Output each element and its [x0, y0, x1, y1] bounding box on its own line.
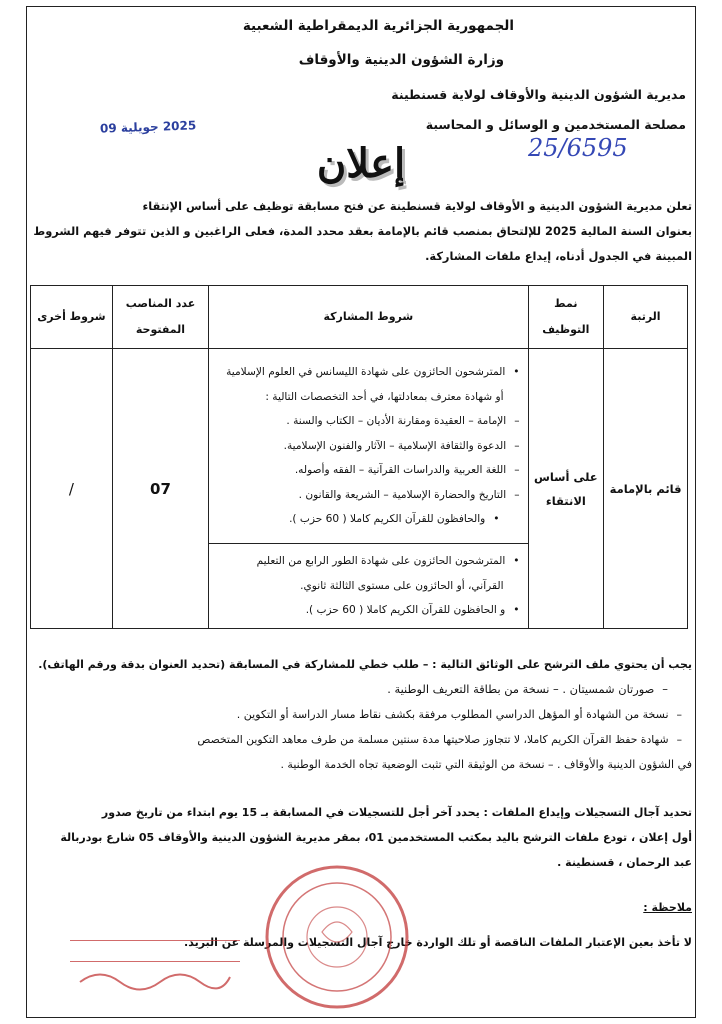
condition-item: – التاريخ والحضارة الإسلامية – الشريعة والقانون .	[215, 483, 519, 508]
note-text: لا تأخذ بعين الإعتبار الملفات الناقصة أو تلك الواردة خارج آجال التسجيلات والمرسلة عن البريد.	[184, 936, 692, 949]
table-row	[31, 349, 688, 544]
official-seal	[262, 862, 412, 1012]
signature-scribble	[70, 962, 240, 996]
rank-cell: قائم بالإمامة	[604, 349, 688, 629]
signature-stamp	[70, 918, 240, 996]
document-item: –شهادة حفظ القرآن الكريم كاملا، لا تتجاوز صلاحيتها مدة سنتين مسلمة من طرف معاهد التكوين المتخصص	[197, 733, 682, 746]
condition-item: – الإمامة – العقيدة ومقارنة الأديان – الكتاب والسنة .	[215, 409, 519, 434]
documents-section	[32, 652, 692, 777]
intro-line: بعنوان السنة المالية 2025 للإلتحاق بمنصب قائم بالإمامة بعقد محدد المدة، فعلى الراغبين و الذين تتوفر فيهم الشروط	[33, 224, 692, 238]
conditions-cell-a	[209, 349, 528, 544]
conditions-table	[30, 285, 688, 629]
col-other-header: شروط أخرى	[31, 286, 113, 349]
deadline-line: أول إعلان ، تودع ملفات الترشح باليد بمكتب المستخدمين 01، بمقر مديرية الشؤون الدينية والأوقاف 05 شارع بودربالة	[60, 831, 692, 844]
condition-item: – اللغة العربية والدراسات القرآنية – الفقه وأصوله.	[215, 458, 519, 483]
condition-item: • المترشحون الحائزون على شهادة الطور الرابع من التعليم	[215, 549, 519, 574]
condition-item: – الدعوة والثقافة الإسلامية – الآثار والفنون الإسلامية.	[215, 434, 519, 459]
condition-item: • والحافظون للقرآن الكريم كاملا ( 60 حزب ).	[215, 507, 519, 532]
table-header-row	[31, 286, 688, 349]
header-directorate: مديرية الشؤون الدينية والأوقاف لولاية قسنطينة	[391, 87, 686, 102]
intro-line: المبينة في الجدول أدناه، إيداع ملفات المشاركة.	[425, 249, 692, 263]
col-positions-header: عدد المناصب المفتوحة	[112, 286, 208, 349]
condition-item: • المترشحون الحائزون على شهادة الليسانس في العلوم الإسلامية	[215, 360, 519, 385]
col-rank-header: الرتبة	[604, 286, 688, 349]
date-stamp: 2025 جويلية 09	[99, 118, 197, 136]
condition-item: أو شهادة معترف بمعادلتها، في أحد التخصصات التالية :	[265, 390, 504, 403]
col-mode-header: نمط التوظيف	[528, 286, 604, 349]
conditions-cell-b	[209, 544, 528, 629]
header-service: مصلحة المستخدمين و الوسائل و المحاسبة	[425, 117, 686, 132]
positions-cell: 07	[112, 349, 208, 629]
intro-line: تعلن مديرية الشؤون الدينية و الأوقاف لولاية قسنطينة عن فتح مسابقة توظيف على أساس الإنتقاء	[142, 199, 692, 213]
other-cell: /	[31, 349, 113, 629]
mode-cell: على أساس الانتقاء	[528, 349, 604, 629]
deadline-line: عبد الرحمان ، قسنطينة .	[557, 856, 692, 869]
document-item: في الشؤون الدينية والأوقاف . – نسخة من الوثيقة التي تثبت الوضعية تجاه الخدمة الوطنية .	[280, 758, 692, 771]
deadline-line: تحديد آجال التسجيلات وإيداع الملفات : يحدد آخر أجل للتسجيلات في المسابقة بـ 15 يوم ابتداء من تاريخ صدور	[101, 806, 692, 819]
document-item: –صورتان شمسيتان . – نسخة من بطاقة التعريف الوطنية .	[387, 682, 668, 696]
document-item: –نسخة من الشهادة أو المؤهل الدراسي المطلوب مرفقة بكشف نقاط مسار الدراسة أو التكوين .	[236, 708, 682, 721]
header-republic: الجمهورية الجزائرية الديمقراطية الشعبية	[242, 18, 514, 34]
note-label: ملاحظة :	[643, 901, 692, 914]
condition-item: • و الحافظون للقرآن الكريم كاملا ( 60 حزب ).	[215, 598, 519, 623]
condition-item: القرآني، أو الحائزون على مستوى الثالثة ثانوي.	[300, 579, 504, 592]
intro-paragraph	[32, 194, 692, 269]
col-conditions-header: شروط المشاركة	[209, 286, 528, 349]
registration-number: 25/6595	[528, 134, 628, 162]
page-title: إعلان	[316, 140, 406, 187]
documents-intro: يجب أن يحتوي ملف الترشح على الوثائق التالية : – طلب خطي للمشاركة في المسابقة (تحديد العنوان بدقة ورقم الهاتف).	[38, 658, 692, 671]
header-ministry: وزارة الشؤون الدينية والأوقاف	[298, 52, 504, 68]
